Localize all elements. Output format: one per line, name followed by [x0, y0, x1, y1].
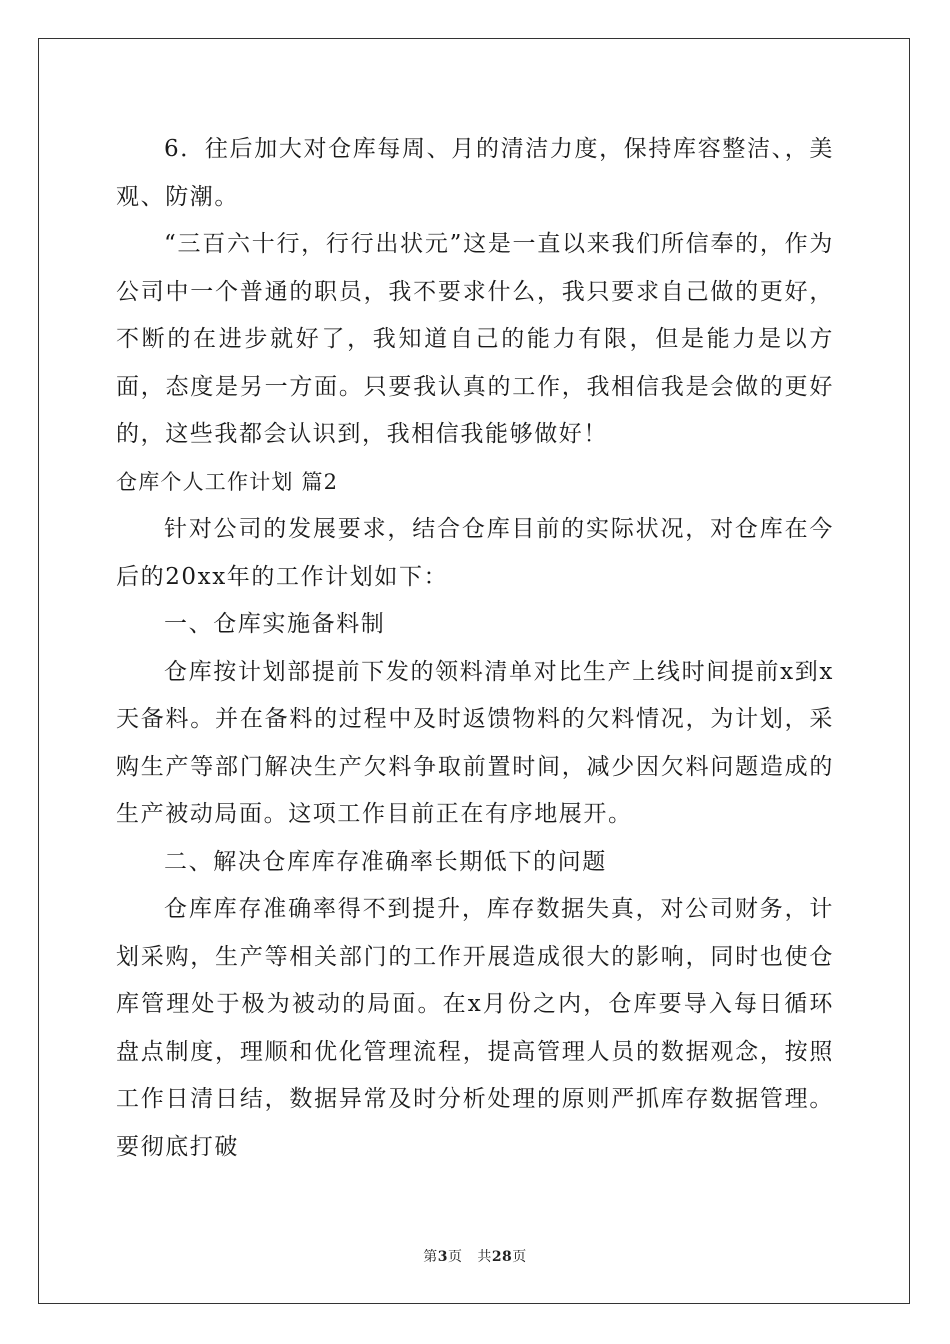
paragraph: 仓库按计划部提前下发的领料清单对比生产上线时间提前x到x天备料。并在备料的过程中及时返馈物料的欠料情况，为计划，采购生产等部门解决生产欠料争取前置时间，减少因欠料问题造成的生产被动局面。这项工作目前正在有序地展开。 — [116, 658, 834, 827]
total-pages-number: 28 — [491, 1249, 513, 1265]
section-heading: 仓库个人工作计划 篇2 — [116, 469, 339, 494]
page-footer — [0, 1246, 950, 1266]
subheading: 一、仓库实施备料制 — [164, 611, 386, 637]
footer-total-prefix: 共 — [477, 1249, 492, 1265]
paragraph: “三百六十行，行行出状元”这是一直以来我们所信奉的，作为公司中一个普通的职员，我不要求什么，我只要求自己做的更好，不断的在进步就好了，我知道自己的能力有限，但是能力是以方面，态度是另一方面。只要我认真的工作，我相信我是会做的更好的，这些我都会认识到，我相信我能够做好！ — [116, 231, 834, 447]
paragraph: 针对公司的发展要求，结合仓库目前的实际状况，对仓库在今后的20xx年的工作计划如下： — [116, 516, 834, 590]
document-body — [116, 126, 834, 1171]
footer-total-suffix: 页 — [512, 1249, 527, 1265]
current-page-number: 3 — [437, 1249, 448, 1265]
paragraph: 仓库库存准确率得不到提升，库存数据失真，对公司财务，计划采购，生产等相关部门的工作开展造成很大的影响，同时也使仓库管理处于极为被动的局面。在x月份之内，仓库要导入每日循环盘点制度，理顺和优化管理流程，提高管理人员的数据观念，按照工作日清日结，数据异常及时分析处理的原则严抓库存数据管理。要彻底打破 — [116, 896, 834, 1160]
subheading: 二、解决仓库库存准确率长期低下的问题 — [164, 848, 607, 875]
footer-prefix: 第 — [423, 1249, 438, 1265]
paragraph: 6．往后加大对仓库每周、月的清洁力度，保持库容整洁、，美观、防潮。 — [116, 136, 834, 210]
footer-page-suffix: 页 — [447, 1249, 463, 1265]
